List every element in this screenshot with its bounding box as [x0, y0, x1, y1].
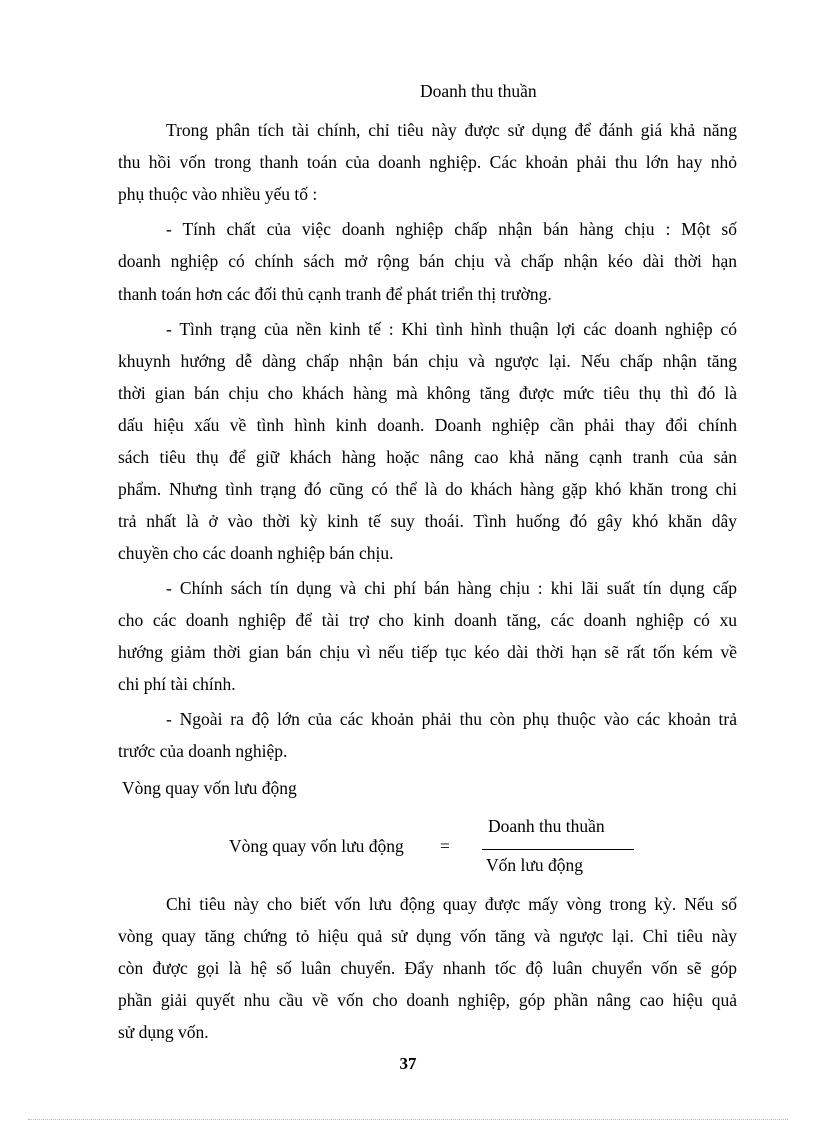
paragraph-5-line-1: - Ngoài ra độ lớn của các khoản phải thu còn phụ thuộc vào các khoản trả: [166, 709, 737, 729]
paragraph-3-line-6: phẩm. Nhưng tình trạng đó cũng có thể là do khách hàng gặp khó khăn trong chi: [118, 479, 737, 499]
paragraph-4-line-4: chi phí tài chính.: [118, 674, 236, 694]
formula-equals-sign: =: [440, 836, 450, 856]
top-heading: Doanh thu thuần: [420, 81, 537, 101]
paragraph-3-line-8: chuyền cho các doanh nghiệp bán chịu.: [118, 543, 394, 563]
paragraph-1-line-3: phụ thuộc vào nhiều yếu tố :: [118, 184, 318, 204]
paragraph-6-line-3: còn được gọi là hệ số luân chuyển. Đẩy nhanh tốc độ luân chuyển vốn sẽ góp: [118, 958, 737, 978]
paragraph-1-line-1: Trong phân tích tài chính, chỉ tiêu này được sử dụng để đánh giá khả năng: [166, 120, 737, 140]
paragraph-4-line-2: cho các doanh nghiệp để tài trợ cho kinh doanh tăng, các doanh nghiệp có xu: [118, 610, 737, 630]
paragraph-6-line-1: Chỉ tiêu này cho biết vốn lưu động quay được mấy vòng trong kỳ. Nếu số: [166, 894, 737, 914]
paragraph-2-line-1: - Tính chất của việc doanh nghiệp chấp nhận bán hàng chịu : Một số: [166, 219, 737, 239]
paragraph-5-line-2: trước của doanh nghiệp.: [118, 741, 288, 761]
formula-fraction-line: [482, 849, 634, 850]
section-title: Vòng quay vốn lưu động: [122, 778, 297, 798]
paragraph-4-line-1: - Chính sách tín dụng và chi phí bán hàng chịu : khi lãi suất tín dụng cấp: [166, 578, 737, 598]
paragraph-2-line-2: doanh nghiệp có chính sách mở rộng bán chịu và chấp nhận kéo dài thời hạn: [118, 251, 737, 271]
paragraph-3-line-4: dấu hiệu xấu về tình hình kinh doanh. Doanh nghiệp cần phải thay đổi chính: [118, 415, 737, 435]
formula-numerator: Doanh thu thuần: [488, 816, 605, 836]
paragraph-3-line-7: trả nhất là ở vào thời kỳ kinh tế suy thoái. Tình huống đó gây khó khăn dây: [118, 511, 737, 531]
paragraph-4-line-3: hướng giảm thời gian bán chịu vì nếu tiếp tục kéo dài thời hạn sẽ rất tốn kém về: [118, 642, 737, 662]
formula-left-side: Vòng quay vốn lưu động: [229, 836, 404, 856]
paragraph-3-line-5: sách tiêu thụ để giữ khách hàng hoặc nâng cao khả năng cạnh tranh của sản: [118, 447, 737, 467]
page-bottom-rule: [28, 1119, 788, 1120]
paragraph-3-line-1: - Tình trạng của nền kinh tế : Khi tình hình thuận lợi các doanh nghiệp có: [166, 319, 737, 339]
paragraph-3-line-2: khuynh hướng dễ dàng chấp nhận bán chịu và ngược lại. Nếu chấp nhận tăng: [118, 351, 737, 371]
paragraph-6-line-4: phần giải quyết nhu cầu về vốn cho doanh nghiệp, góp phần nâng cao hiệu quả: [118, 990, 737, 1010]
page-number: 37: [399, 1054, 417, 1073]
paragraph-2-line-3: thanh toán hơn các đối thủ cạnh tranh để phát triển thị trường.: [118, 284, 552, 304]
paragraph-1-line-2: thu hồi vốn trong thanh toán của doanh nghiệp. Các khoản phải thu lớn hay nhỏ: [118, 152, 737, 172]
paragraph-3-line-3: thời gian bán chịu cho khách hàng mà không tăng được mức tiêu thụ thì đó là: [118, 383, 737, 403]
formula-denominator: Vốn lưu động: [486, 855, 583, 875]
paragraph-6-line-5: sử dụng vốn.: [118, 1022, 209, 1042]
paragraph-6-line-2: vòng quay tăng chứng tỏ hiệu quả sử dụng vốn tăng và ngược lại. Chỉ tiêu này: [118, 926, 737, 946]
